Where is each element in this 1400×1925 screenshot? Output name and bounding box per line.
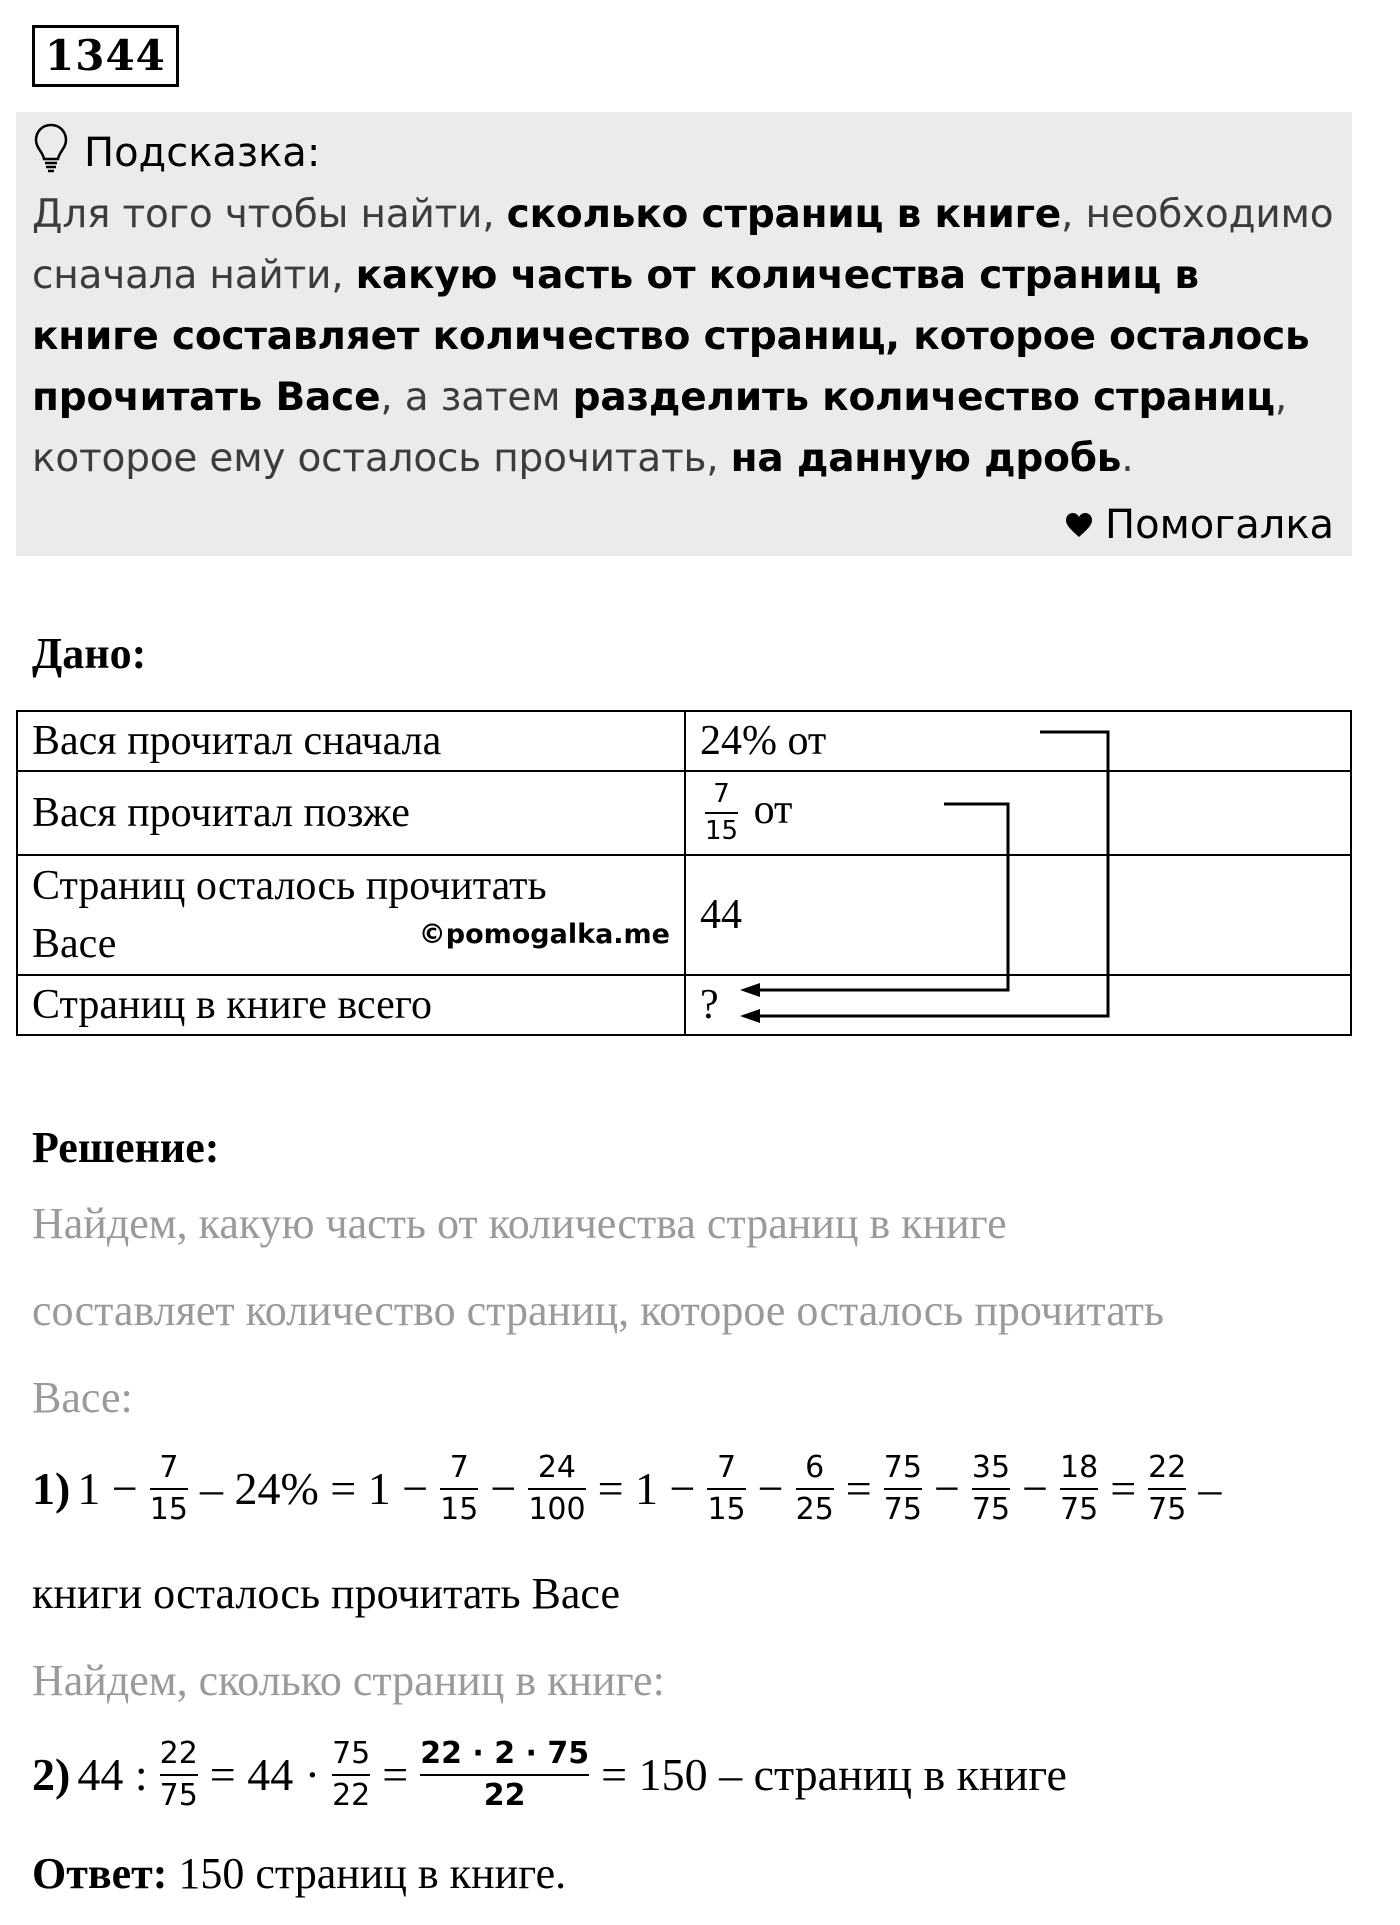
step-number: 1) (32, 1463, 71, 1514)
step2-result: = 150 – страниц в книге (601, 1749, 1067, 1800)
arrowhead (740, 983, 760, 997)
solution-text: Найдем, сколько страниц в книге: (32, 1656, 665, 1705)
arrow-line (752, 732, 1108, 1016)
hint-segment: , которое ему осталось прочитать, (32, 375, 1288, 481)
given-label-line: Васе (32, 921, 117, 967)
solution-text: Найдем, какую часть от количества страниц в книге (32, 1199, 1007, 1248)
hint-title: Подсказка: (84, 130, 321, 176)
solution-text: составляет количество страниц, которое осталось прочитать (32, 1286, 1164, 1335)
answer-label: Ответ: (32, 1849, 168, 1898)
hint-segment: , необходимо сначала найти, (32, 192, 1334, 298)
equation-step2: 2) 44 : $\frac{22}{75}$ = 44 · $\frac{75}{22}$ = $\frac{22 \cdot 2 \cdot 75}{22}$ = 150 – страниц в книге (32, 1736, 1067, 1813)
given-title: Дано: (32, 629, 147, 678)
hint-segment-bold: какую часть от количества страниц в книге составляет количество страниц, которое осталось прочитать Васе (32, 253, 1310, 420)
hint-segment: Для того чтобы найти, (32, 192, 507, 237)
solution-text: Васе: (32, 1373, 133, 1422)
given-label: Страниц в книге всего (17, 975, 685, 1035)
hint-segment-bold: сколько страниц в книге (506, 192, 1062, 237)
given-label: Вася прочитал позже (17, 771, 685, 855)
task-number: 1344 (32, 25, 179, 87)
hint-segment-bold: разделить количество страниц (572, 375, 1275, 420)
given-label: Вася прочитал сначала (17, 711, 685, 771)
numerator: 7 (713, 778, 730, 809)
answer-text: 150 страниц в книге. (178, 1849, 567, 1898)
given-label-line: Страниц осталось прочитать (32, 863, 547, 909)
given-value: ? (685, 975, 1351, 1035)
hint-segment: . (1121, 436, 1134, 481)
hint-segment-bold: на данную дробь (730, 436, 1122, 481)
denominator: 15 (705, 816, 739, 846)
signature-text: Помогалка (1105, 502, 1334, 548)
hint-segment: , а затем (380, 375, 573, 420)
given-value: 44 (685, 855, 1351, 975)
solution-text: книги осталось прочитать Васе (32, 1569, 621, 1618)
arrowhead (740, 1009, 760, 1023)
given-value: 24% от (685, 711, 1351, 771)
solution-title: Решение: (32, 1123, 220, 1172)
given-value-suffix: от (753, 786, 793, 833)
step-number: 2) (32, 1749, 71, 1800)
watermark: ©pomogalka.me (418, 919, 670, 950)
answer (32, 1848, 566, 1899)
equation-step1: 1) 1 − $\frac{7}{15}$ – 24% = 1 − $\frac{7}{15}$ − $\frac{24}{100}$ = 1 − $\frac{7}{15}$ − $\frac{6}{25}$ = $\frac{75}{75}$ − $\frac{35}{75}$ − $\frac{18}{75}$ = $\frac{22}{75}$ – (32, 1450, 1222, 1527)
arrow-line (752, 804, 1008, 990)
